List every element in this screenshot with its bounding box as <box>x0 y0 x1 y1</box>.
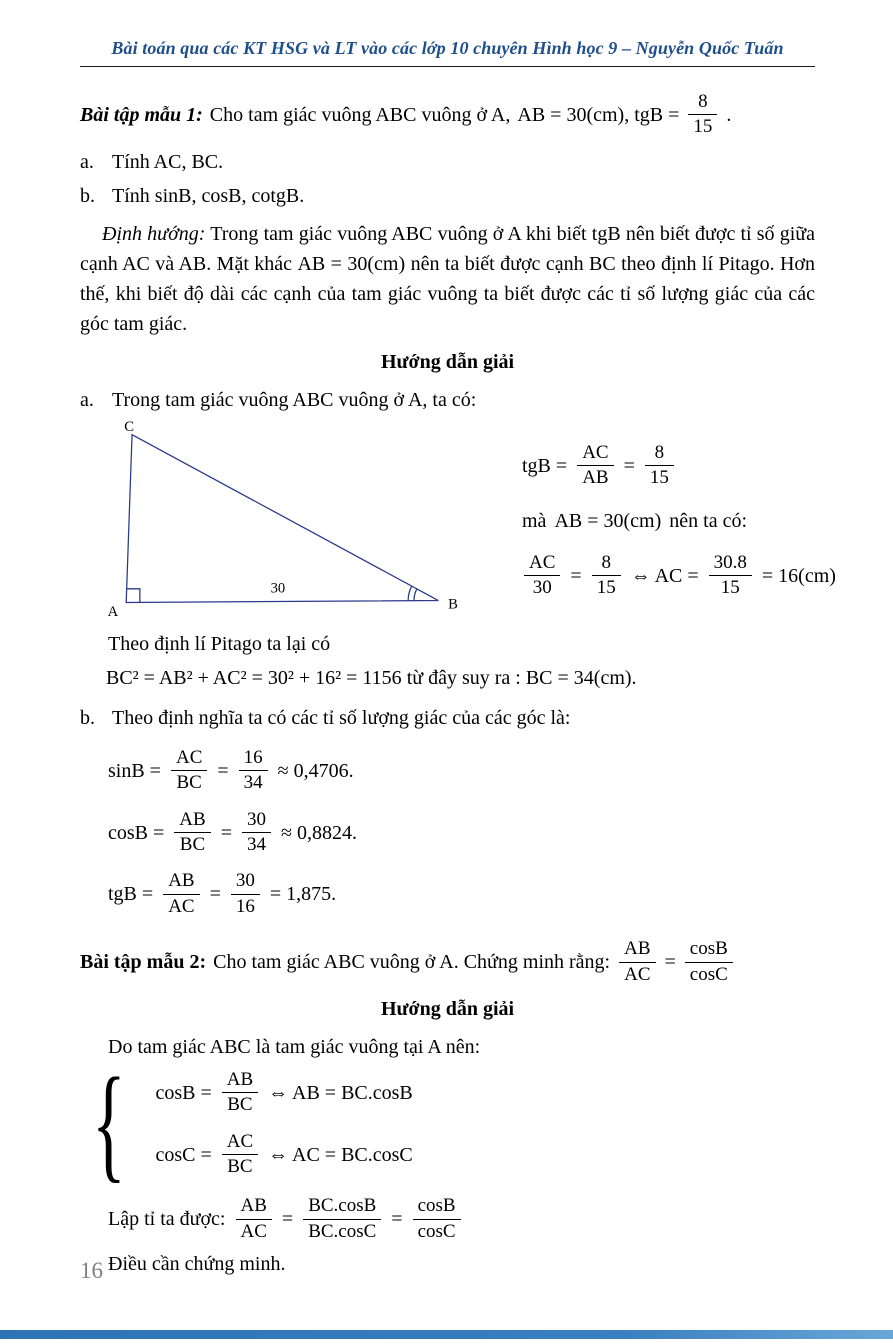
hint-text-1: Trong tam giác vuông ABC vuông ở A khi biết tgB nên biết được tỉ số giữa cạnh AC và AB. Mặt khác <box>80 222 815 275</box>
pitago-text: Theo định lí Pitago ta lại có <box>108 632 331 655</box>
denominator: BC <box>227 1156 253 1178</box>
sys-lhs: cosC = <box>155 1143 212 1166</box>
numerator: AB <box>619 938 655 962</box>
fraction-30x8-15 <box>709 552 752 600</box>
equals-sign: = <box>664 951 676 974</box>
sys-rhs: ⇔ AB = BC.cosB <box>268 1081 413 1104</box>
fraction <box>239 747 268 795</box>
exercise1-label: Bài tập mẫu 1: <box>80 103 203 126</box>
right-angle-mark <box>127 589 140 602</box>
solution-heading-2: Hướng dẫn giải <box>380 998 515 1021</box>
denominator: AC <box>240 1220 267 1242</box>
exercise2-intro: Cho tam giác ABC vuông ở A. Chứng minh rằng: <box>213 951 611 974</box>
calc-math: AB = 30(cm) <box>554 509 662 532</box>
fraction <box>242 809 271 857</box>
hint-math: AB = 30(cm) <box>297 252 406 275</box>
calc-text: mà <box>522 509 547 532</box>
numerator: AC <box>577 442 613 466</box>
equals-sign: = <box>623 454 635 477</box>
step-b <box>80 703 815 733</box>
numerator: AB <box>174 809 210 833</box>
pitago-math: BC² = AB² + AC² = 30² + 16² = 1156 <box>106 666 402 689</box>
denominator: 15 <box>720 577 740 599</box>
fraction-8-15 <box>592 552 621 600</box>
qed-text: Điều cần chứng minh. <box>108 1253 286 1276</box>
system-line-1 <box>155 1069 412 1117</box>
ratio-rhs: ≈ 0,4706. <box>277 759 354 782</box>
denominator: 34 <box>246 834 266 856</box>
solution-heading-1: Hướng dẫn giải <box>380 350 515 373</box>
fraction <box>236 1195 272 1243</box>
ratio-conclusion <box>108 1195 815 1243</box>
pitago-equation <box>106 663 815 693</box>
item-math: sinB, cosB, cotgB. <box>154 184 305 207</box>
fraction-cosB-cosC <box>685 938 733 986</box>
fraction <box>222 1131 258 1179</box>
system-lines <box>155 1069 412 1179</box>
denominator: cosC <box>417 1220 456 1242</box>
pitago-result: BC = 34(cm). <box>525 666 637 689</box>
numerator: 30 <box>242 809 271 833</box>
step-text: Trong tam giác vuông ABC vuông ở A, ta có: <box>112 388 477 411</box>
numerator: 8 <box>645 442 674 466</box>
denominator: AB <box>582 467 609 489</box>
implies-AC: ⇔ AC = <box>630 564 699 587</box>
item-text: Tính AC, BC. <box>112 150 224 173</box>
fraction <box>231 870 260 918</box>
denominator: 15 <box>596 577 616 599</box>
equals-sign: = <box>220 821 232 844</box>
fraction-AB-AC <box>619 938 655 986</box>
figure-row <box>80 420 836 621</box>
item-text: Tính <box>112 184 150 207</box>
numerator: AB <box>222 1069 258 1093</box>
fraction <box>174 809 210 857</box>
numerator: 30.8 <box>709 552 752 576</box>
numerator: AB <box>163 870 199 894</box>
equals-sign: = <box>570 564 582 587</box>
numerator: AC <box>524 552 560 576</box>
fraction <box>163 870 199 918</box>
system-line-2 <box>155 1131 412 1179</box>
exercise2-title <box>80 938 815 986</box>
ratio-rhs: ≈ 0,8824. <box>280 821 357 844</box>
equals-sign: = <box>281 1208 294 1231</box>
denominator: 34 <box>243 772 263 794</box>
exercise1-title <box>80 91 815 139</box>
fraction-AC-30 <box>524 552 560 600</box>
fraction <box>303 1195 381 1243</box>
denominator: BC.cosC <box>308 1220 377 1242</box>
item-marker: b. <box>80 184 95 207</box>
hint-text-2: nên ta biết được cạnh BC theo định lí Pitago. Hơn thế, khi biết độ dài các cạnh của tam giác vuông ta biết được các tỉ số lượng giác của các góc tam giác. <box>80 252 816 335</box>
equals-sign: = <box>217 759 229 782</box>
equals-sign: = <box>209 883 221 906</box>
calc-text: nên ta có: <box>669 509 748 532</box>
vertex-label-C: C <box>124 420 135 435</box>
angle-arc-outer <box>408 586 412 600</box>
triangle-figure <box>98 421 490 621</box>
numerator: AC <box>222 1131 258 1155</box>
ratio-lhs: sinB = <box>108 759 161 782</box>
side-length-label: 30 <box>270 580 286 597</box>
running-header <box>80 38 815 67</box>
period: . <box>726 103 732 126</box>
sys-rhs: ⇔ AC = BC.cosC <box>268 1143 413 1166</box>
list-item-a <box>80 147 815 177</box>
calc-line-3 <box>522 552 836 600</box>
denominator: 16 <box>235 895 255 917</box>
fraction-tgB-value <box>688 91 717 139</box>
numerator: 8 <box>592 552 621 576</box>
item-marker: a. <box>80 150 94 173</box>
calc-line-2 <box>522 506 836 536</box>
calc-column <box>504 421 836 621</box>
numerator: AC <box>171 747 207 771</box>
denominator: 15 <box>649 467 669 489</box>
pitago-mid-text: từ đây suy ra : <box>406 666 521 689</box>
equation-system <box>92 1052 815 1195</box>
denominator: BC <box>179 834 206 856</box>
fraction <box>413 1195 461 1243</box>
numerator: BC.cosB <box>303 1195 381 1219</box>
numerator: 30 <box>231 870 260 894</box>
content <box>80 91 836 1279</box>
ratio-rhs: = 1,875. <box>269 883 337 906</box>
numerator: 16 <box>239 747 268 771</box>
numerator: cosB <box>685 938 733 962</box>
denominator: 30 <box>532 577 552 599</box>
fraction <box>222 1069 258 1117</box>
left-brace-icon: { <box>92 1052 126 1195</box>
bottom-bar <box>0 1330 893 1339</box>
tg-lhs: tgB = <box>522 454 568 477</box>
denominator: AC <box>168 895 195 917</box>
ratio-line-sin <box>108 747 815 795</box>
denominator: AC <box>624 963 651 985</box>
fraction-8-15 <box>645 442 674 490</box>
page-number: 16 <box>80 1258 103 1283</box>
since-text: Do tam giác ABC là tam giác vuông tại A nên: <box>108 1036 481 1059</box>
denominator: BC <box>227 1094 253 1116</box>
denominator: cosC <box>689 963 728 985</box>
ratio-line-cos <box>108 809 815 857</box>
result: = 16(cm) <box>761 564 836 587</box>
vertex-label-A: A <box>107 603 119 620</box>
angle-arc-inner <box>414 589 417 601</box>
denominator: 15 <box>693 116 713 138</box>
step-marker: a. <box>80 388 94 411</box>
vertex-label-B: B <box>448 596 458 613</box>
ratio-line-tg <box>108 870 815 918</box>
header-rule <box>80 66 815 67</box>
hint-label: Định hướng: <box>102 222 206 245</box>
calc-line-1 <box>522 442 836 490</box>
denominator: BC <box>176 772 202 794</box>
exercise1-intro: Cho tam giác vuông ABC vuông ở A, <box>209 103 511 126</box>
fraction-AC-AB <box>577 442 613 490</box>
step-marker: b. <box>80 706 95 729</box>
triangle-outline <box>126 434 438 602</box>
numerator: AB <box>236 1195 272 1219</box>
ratio-label: Lập tỉ ta được: <box>108 1208 226 1231</box>
step-a <box>80 385 815 415</box>
exercise2-label: Bài tập mẫu 2: <box>80 951 207 974</box>
hint-paragraph <box>80 219 815 339</box>
sys-lhs: cosB = <box>155 1081 212 1104</box>
numerator: 8 <box>688 91 717 115</box>
step-text: Theo định nghĩa ta có các tỉ số lượng giác của các góc là: <box>112 706 571 729</box>
fraction <box>171 747 207 795</box>
exercise1-given: AB = 30(cm), tgB = <box>517 103 680 126</box>
header-title: Bài toán qua các KT HSG và LT vào các lớp 10 chuyên Hình học 9 – Nguyễn Quốc Tuấn <box>111 38 784 58</box>
numerator: cosB <box>413 1195 461 1219</box>
ratio-lhs: tgB = <box>108 883 154 906</box>
ratio-lhs: cosB = <box>108 821 165 844</box>
list-item-b <box>80 181 815 211</box>
equals-sign: = <box>391 1208 403 1231</box>
